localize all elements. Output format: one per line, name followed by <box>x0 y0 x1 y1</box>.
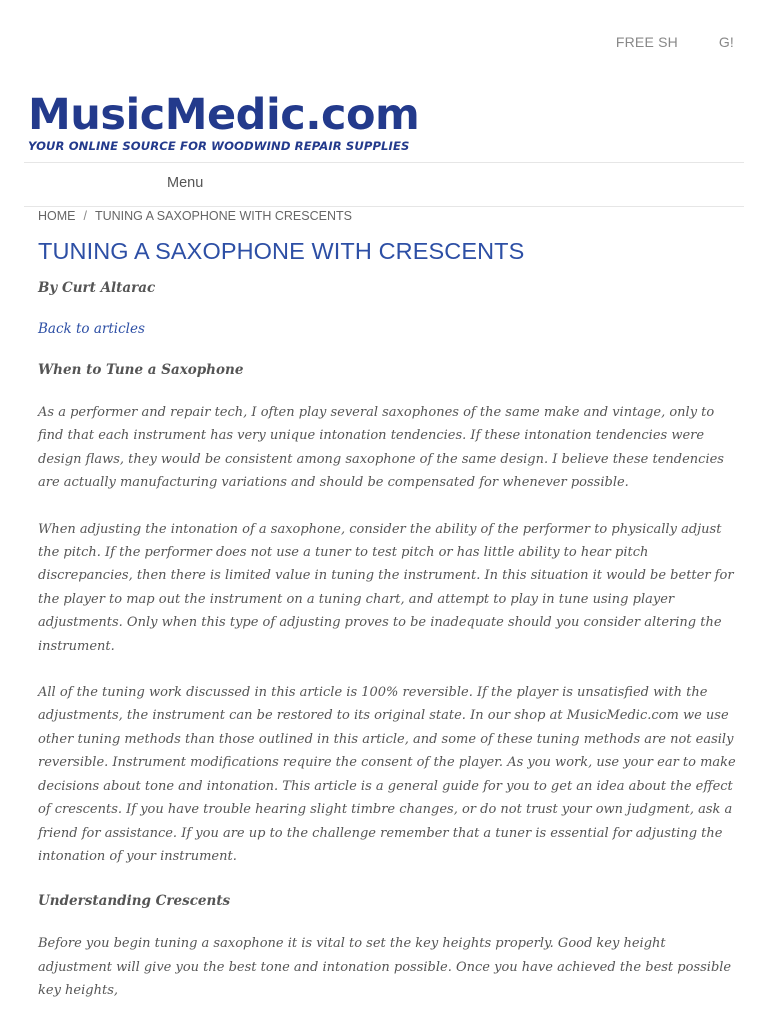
article-paragraph: All of the tuning work discussed in this article is 100% reversible. If the player is unsatisfied with the adjustments, the instrument can be restored to its original state. In our shop at MusicMedic.com we use other tuning methods than those outlined in this article, and some of these tuning methods are not easily reversible. Instrument modifications require the consent of the player. As you work, use your ear to make decisions about tone and intonation. This article is a general guide for you to get an idea about the effect of crescents. If you have trouble hearing slight timbre changes, or do not trust your own judgment, ask a friend for assistance. If you are up to the challenge remember that a tuner is essential for adjusting the intonation of your instrument. <box>38 685 736 864</box>
header-divider <box>24 162 744 163</box>
breadcrumb-separator: / <box>83 209 87 223</box>
section-heading-understanding-crescents: Understanding Crescents <box>38 893 231 910</box>
back-to-articles-link[interactable]: Back to articles <box>38 321 145 337</box>
breadcrumb <box>38 209 352 223</box>
article-byline: By Curt Altarac <box>38 280 156 296</box>
free-shipping-banner[interactable]: FREE SH G! <box>615 34 734 50</box>
article-paragraph: As a performer and repair tech, I often play several saxophones of the same make and vintage, only to find that each instrument has very unique intonation tendencies. If these intonation tendencies were design flaws, they would be consistent among saxophone of the same design. I believe these tendencies are actually manufacturing variations and should be compensated for whenever possible. <box>38 405 724 491</box>
menu-button[interactable]: Menu <box>167 175 204 191</box>
logo-tagline: YOUR ONLINE SOURCE FOR WOODWIND REPAIR SUPPLIES <box>28 139 410 153</box>
breadcrumb-home-link[interactable]: HOME <box>38 209 76 223</box>
breadcrumb-current: TUNING A SAXOPHONE WITH CRESCENTS <box>94 209 352 223</box>
site-logo[interactable] <box>28 92 448 156</box>
top-bar <box>0 0 768 80</box>
section-heading-when-to-tune: When to Tune a Saxophone <box>38 362 244 378</box>
page-title: TUNING A SAXOPHONE WITH CRESCENTS <box>38 238 525 264</box>
article-paragraph: When adjusting the intonation of a saxophone, consider the ability of the performer to physically adjust the pitch. If the performer does not use a tuner to test pitch or has little ability to hear pitch discrepancies, then there is limited value in tuning the instrument. In this situation it would be better for the player to map out the instrument on a tuning chart, and attempt to play in tune using player adjustments. Only when this type of adjusting proves to be inadequate should you consider altering the instrument. <box>38 521 734 654</box>
article-body <box>38 280 738 1003</box>
logo-wordmark: MusicMedic.com <box>28 90 420 140</box>
nav-divider <box>24 206 744 207</box>
article-paragraph: Before you begin tuning a saxophone it is vital to set the key heights properly. Good key height adjustment will give you the best tone and intonation possible. Once you have achieved the best possible key heights, <box>38 936 732 999</box>
